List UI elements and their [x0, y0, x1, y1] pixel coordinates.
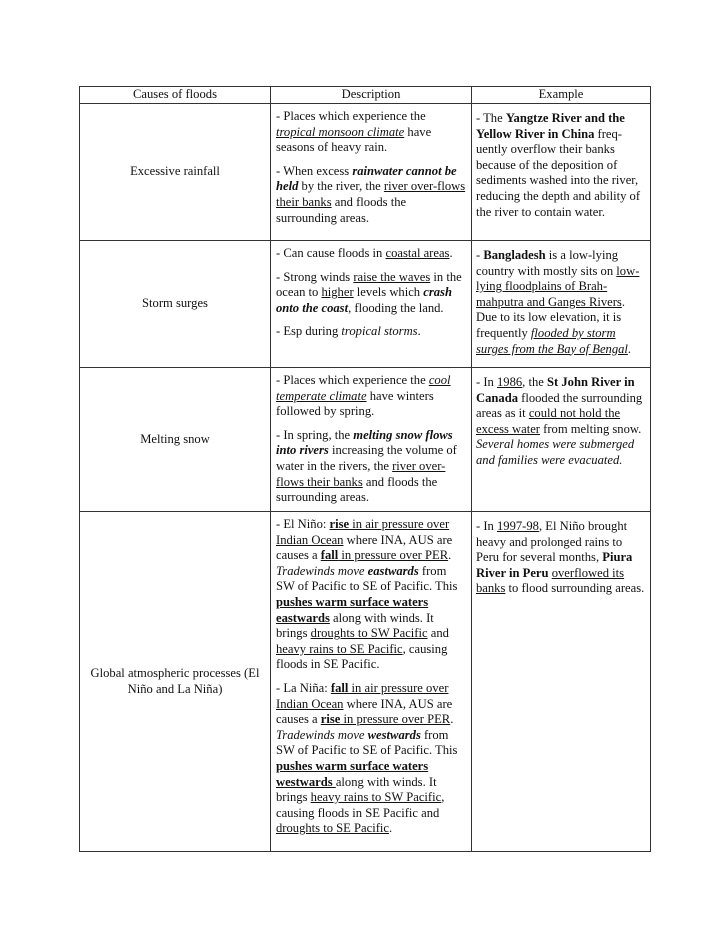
- text-run: along with winds. It brings: [276, 610, 434, 641]
- text-run: pushes warm surface waters westwards: [276, 758, 429, 789]
- text-run: - Strong winds: [276, 269, 354, 284]
- description-cell: [271, 512, 472, 852]
- text-run: Tradewinds move: [276, 563, 368, 578]
- table-row: [80, 241, 651, 368]
- text-run: , causing floods in SE Pacific.: [276, 641, 448, 672]
- paragraph: [476, 111, 646, 220]
- text-run: heavy rains to SE Pacific: [276, 641, 403, 656]
- description-cell: [271, 104, 472, 241]
- paragraph: [476, 248, 646, 357]
- text-run: low-lying floodplains of Brah-mahputra and Ganges Rivers: [476, 263, 640, 309]
- text-run: from SW of Pacific to SE of Pacific. This: [276, 727, 458, 758]
- text-run: - In: [476, 519, 497, 533]
- floods-table: [79, 86, 651, 852]
- paragraph: [276, 246, 467, 262]
- text-run: is a low-lying country with mostly sits on: [476, 248, 619, 278]
- text-run: , causing floods in SE Pacific and: [276, 790, 445, 820]
- paragraph: [276, 373, 467, 420]
- text-run: have winters followed by spring.: [276, 388, 434, 419]
- text-run: - Places which experience the: [276, 373, 429, 387]
- text-run: could not hold the excess water: [476, 406, 621, 436]
- text-run: rise: [329, 517, 350, 531]
- text-run: from melting snow.: [539, 421, 642, 436]
- text-run: river over-flows their banks: [276, 179, 466, 209]
- text-run: and floods the surrounding areas.: [276, 194, 407, 225]
- header-example: Example: [472, 87, 651, 104]
- text-run: higher: [321, 285, 354, 300]
- text-run: flooded by storm surges from the Bay of Bengal: [476, 325, 628, 356]
- text-run: have seasons of heavy rain.: [276, 124, 432, 155]
- example-cell: [472, 104, 651, 241]
- text-run: droughts to SE Pacific: [276, 821, 389, 836]
- text-run: overflowed its banks: [476, 565, 625, 596]
- text-run: coastal areas: [385, 246, 450, 260]
- text-run: fall: [320, 548, 339, 563]
- text-run: from SW of Pacific to SE of Pacific. This: [276, 563, 458, 594]
- text-run: .: [627, 341, 632, 356]
- header-row: [80, 87, 651, 104]
- text-run: by the river, the: [298, 179, 384, 194]
- example-cell: [472, 241, 651, 368]
- text-run: cool temperate climate: [276, 373, 451, 403]
- text-run: eastwards: [367, 563, 419, 578]
- text-run: freq-uently overflow their banks because of the deposition of sediments washed into the river, reducing the depth and ability of the river to contain water.: [476, 126, 641, 219]
- text-run: .: [417, 324, 421, 339]
- description-cell: [271, 368, 472, 512]
- text-run: - The: [476, 111, 506, 125]
- text-run: tropical monsoon climate: [276, 124, 405, 139]
- paragraph: [276, 681, 467, 837]
- text-run: rainwater cannot be held: [276, 163, 457, 194]
- description-cell: [271, 241, 472, 368]
- text-run: along with winds. It brings: [276, 774, 437, 805]
- text-run: Bangladesh: [483, 248, 546, 262]
- example-cell: [472, 368, 651, 512]
- text-run: -: [476, 248, 484, 262]
- text-run: , the: [522, 375, 548, 389]
- paragraph: [276, 428, 467, 506]
- text-run: Yangtze River and the Yellow River in China: [476, 111, 625, 141]
- text-run: - When excess: [276, 163, 353, 178]
- cause-cell: Storm surges: [80, 241, 271, 368]
- text-run: and floods the surrounding areas.: [276, 474, 438, 505]
- text-run: - In: [476, 375, 497, 389]
- table-row: [80, 512, 651, 852]
- cause-cell: Global atmospheric processes (El Niño and La Niña): [80, 512, 271, 852]
- text-run: in the ocean to: [276, 269, 462, 300]
- cause-cell: Melting snow: [80, 368, 271, 512]
- text-run: 1997-98: [496, 519, 539, 533]
- text-run: in air pressure over Indian Ocean: [276, 517, 450, 547]
- text-run: 1986: [496, 375, 523, 389]
- text-run: melting snow flows into rivers: [276, 427, 453, 458]
- text-run: heavy rains to SW Pacific: [310, 790, 442, 805]
- cause-cell: Excessive rainfall: [80, 104, 271, 241]
- text-run: where INA, AUS are causes a: [276, 532, 453, 563]
- text-run: .: [450, 712, 454, 727]
- text-run: in pressure over PER: [338, 548, 449, 563]
- text-run: river over-flows their banks: [276, 458, 446, 489]
- paragraph: [276, 164, 467, 226]
- text-run: in pressure over PER: [340, 712, 451, 727]
- text-run: - In spring, the: [276, 427, 354, 442]
- paragraph: [276, 517, 467, 673]
- paragraph: [276, 109, 467, 156]
- text-run: raise the waves: [353, 269, 431, 284]
- paragraph: [276, 324, 467, 340]
- text-run: Tradewinds move: [276, 727, 368, 742]
- table-row: [80, 368, 651, 512]
- paragraph: [276, 270, 467, 317]
- text-run: rise: [320, 712, 341, 727]
- text-run: to flood surrounding areas.: [505, 581, 645, 596]
- paragraph: [476, 519, 646, 597]
- text-run: Piura River in Peru: [476, 550, 633, 580]
- text-run: increasing the volume of water in the rivers, the: [276, 443, 457, 473]
- text-run: , flooding the land.: [348, 300, 444, 315]
- text-run: - Can cause floods in: [276, 246, 386, 260]
- text-run: St John River in Canada: [476, 375, 635, 405]
- table-row: [80, 104, 651, 241]
- text-run: . Due to its low elevation, it is frequently: [476, 294, 625, 340]
- text-run: crash onto the coast: [276, 285, 452, 315]
- header-description: Description: [271, 87, 472, 104]
- text-run: .: [449, 246, 453, 260]
- text-run: - El Niño:: [276, 517, 330, 531]
- header-causes: Causes of floods: [80, 87, 271, 104]
- text-run: tropical storms: [341, 324, 418, 339]
- text-run: flooded the surrounding areas as it: [476, 390, 643, 421]
- text-run: fall: [330, 680, 349, 695]
- text-run: .: [448, 548, 452, 563]
- text-run: pushes warm surface waters eastwards: [276, 594, 429, 625]
- text-run: in air pressure over Indian Ocean: [276, 680, 449, 711]
- text-run: Several homes were submerged and families were evacuated.: [476, 437, 635, 467]
- text-run: - Places which experience the: [276, 109, 426, 123]
- text-run: , El Niño brought heavy and prolonged rains to Peru for several months,: [476, 519, 628, 565]
- text-run: and: [427, 626, 449, 641]
- text-run: .: [388, 821, 393, 836]
- example-cell: [472, 512, 651, 852]
- paragraph: [476, 375, 646, 469]
- text-run: - La Niña:: [276, 680, 331, 695]
- text-run: where INA, AUS are causes a: [276, 696, 453, 727]
- text-run: - Esp during: [276, 324, 342, 339]
- text-run: levels which: [353, 285, 424, 300]
- text-run: westwards: [367, 727, 421, 742]
- text-run: droughts to SW Pacific: [310, 626, 428, 641]
